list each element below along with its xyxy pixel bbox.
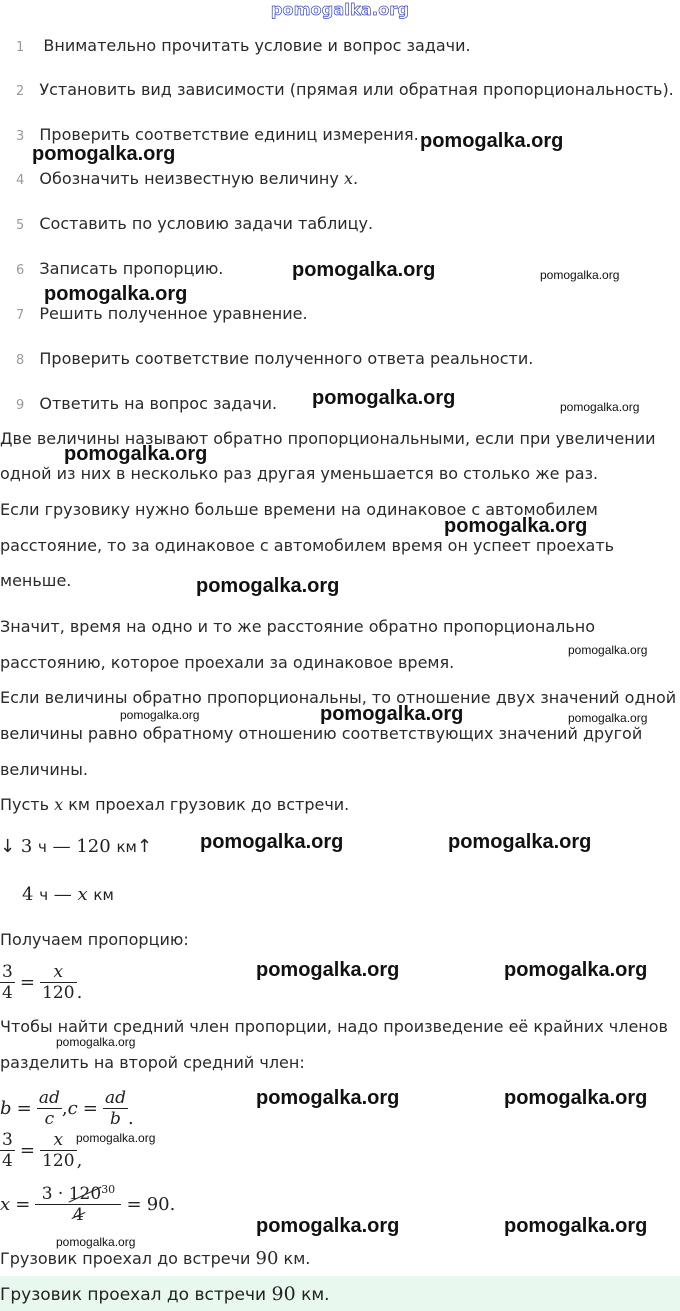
step-number: 4: [16, 173, 25, 188]
watermark: pomogalka.org: [64, 443, 208, 465]
watermark: pomogalka.org: [504, 1087, 648, 1109]
unit-label: км: [116, 838, 137, 856]
list-item: [16, 304, 308, 323]
watermark: pomogalka.org: [568, 643, 648, 657]
period: .: [169, 1194, 176, 1215]
unit-label: ч: [39, 886, 49, 904]
math-number: 3: [20, 836, 33, 857]
step-number: 5: [16, 218, 25, 233]
watermark: pomogalka.org: [44, 283, 188, 305]
math-number: 3: [41, 1184, 53, 1204]
unit-label: ч: [38, 838, 47, 856]
solution-equation: [0, 1184, 175, 1225]
watermark: pomogalka.org: [448, 831, 592, 853]
watermark: pomogalka.org: [256, 959, 400, 981]
paragraph-line: Значит, время на одно и то же расстояние обратно пропорционально: [0, 617, 596, 636]
math-number: 120: [76, 836, 111, 857]
step-text: Проверить соответствие единиц измерения.: [39, 125, 419, 144]
watermark: pomogalka.org: [56, 1035, 136, 1049]
equals-sign: =: [126, 1194, 142, 1215]
step-number: 1: [16, 40, 25, 55]
arrow-up-icon: ↑: [136, 836, 152, 857]
numerator: ad: [104, 1088, 126, 1108]
step-text: Записать пропорцию.: [39, 259, 224, 278]
list-item: [16, 80, 674, 99]
watermark: pomogalka.org: [504, 1215, 648, 1237]
period: .: [127, 1108, 134, 1129]
watermark: pomogalka.org: [196, 575, 340, 597]
math-number: 90: [271, 1283, 296, 1305]
numerator: 3: [2, 1130, 13, 1150]
watermark: pomogalka.org: [540, 268, 620, 282]
cancelled-number: 4: [73, 1205, 84, 1225]
reduced-number: 30: [101, 1183, 116, 1196]
text-fragment: Грузовик проехал до встречи: [0, 1249, 251, 1268]
paragraph-line: Получаем пропорцию:: [0, 930, 189, 949]
math-variable: x: [54, 795, 64, 814]
list-item: [16, 214, 373, 233]
list-item: [16, 36, 471, 55]
text-fragment: км.: [283, 1249, 311, 1268]
fraction: [103, 1088, 128, 1129]
step-text: Ответить на вопрос задачи.: [39, 394, 278, 413]
paragraph-line: Если грузовику нужно больше времени на одинаковое с автомобилем: [0, 500, 598, 519]
step-number: 8: [16, 353, 25, 368]
numerator: [35, 1184, 121, 1204]
math-number: 90: [146, 1194, 170, 1215]
math-number: 90: [255, 1248, 279, 1269]
watermark: pomogalka.org: [312, 387, 456, 409]
numerator: x: [53, 962, 64, 982]
equals-sign: =: [16, 1098, 32, 1119]
proportion-equation: [0, 962, 82, 1003]
unit-label: км: [93, 886, 114, 904]
step-number: 3: [16, 129, 25, 144]
dash: —: [53, 884, 72, 905]
step-period: .: [352, 169, 359, 188]
step-number: 6: [16, 263, 25, 278]
math-variable: x: [0, 1194, 11, 1215]
step-text: Проверить соответствие полученного ответа реальности.: [39, 349, 534, 368]
step-text: Внимательно прочитать условие и вопрос задачи.: [43, 36, 471, 55]
cancelled-number: 120: [68, 1184, 102, 1204]
watermark: pomogalka.org: [256, 1215, 400, 1237]
paragraph-line: Две величины называют обратно пропорциональными, если при увеличении: [0, 429, 656, 448]
paragraph-line: расстоянию, которое проехали за одинаковое время.: [0, 653, 455, 672]
fraction: [40, 962, 76, 1003]
text-fragment: Пусть: [0, 795, 50, 814]
comma: ,: [61, 1098, 68, 1119]
list-item: [16, 349, 533, 368]
fraction: [35, 1184, 121, 1225]
watermark: pomogalka.org: [560, 400, 640, 414]
fraction: [0, 1130, 15, 1171]
numerator: x: [53, 1130, 64, 1150]
list-item: [16, 394, 277, 413]
watermark: pomogalka.org: [200, 831, 344, 853]
paragraph-line: меньше.: [0, 571, 72, 590]
text-fragment: км проехал грузовик до встречи.: [68, 795, 350, 814]
paragraph-line: разделить на второй средний член:: [0, 1053, 305, 1072]
conclusion-line: [0, 1248, 310, 1269]
paragraph-line: [0, 795, 349, 814]
denominator: 120: [42, 1151, 75, 1171]
answer-text: [0, 1283, 330, 1305]
fraction: [40, 1130, 76, 1171]
text-fragment: Грузовик проехал до встречи: [0, 1285, 267, 1305]
multiply-sign: ·: [57, 1184, 64, 1204]
list-item: [16, 169, 358, 188]
watermark: pomogalka.org: [76, 1131, 156, 1145]
period: .: [76, 982, 83, 1003]
paragraph-line: величины равно обратному отношению соответствующих значений другой: [0, 724, 643, 743]
watermark: pomogalka.org: [504, 959, 648, 981]
math-variable: b: [0, 1098, 12, 1119]
watermark: pomogalka.org: [56, 1235, 136, 1249]
watermark: pomogalka.org: [420, 130, 564, 152]
step-text: Установить вид зависимости (прямая или обратная пропорциональность).: [39, 80, 674, 99]
equals-sign: =: [19, 972, 36, 993]
step-text: Обозначить неизвестную величину: [39, 169, 339, 188]
fraction: [37, 1088, 62, 1129]
fraction: [0, 962, 15, 1003]
watermark: pomogalka.org: [568, 711, 648, 725]
proportion-equation: [0, 1130, 82, 1171]
list-item: [16, 125, 419, 144]
denominator: 4: [2, 983, 13, 1003]
math-variable: x: [77, 884, 88, 905]
equals-sign: =: [82, 1098, 98, 1119]
site-logo[interactable]: pomogalka.org: [270, 0, 410, 19]
denominator: [35, 1204, 121, 1225]
equals-sign: =: [15, 1194, 31, 1215]
numerator: ad: [38, 1088, 60, 1108]
step-number: 7: [16, 308, 25, 323]
equals-sign: =: [19, 1140, 36, 1161]
math-variable: c: [67, 1098, 78, 1119]
list-item: [16, 259, 223, 278]
watermark: pomogalka.org: [256, 1087, 400, 1109]
comma: ,: [76, 1150, 83, 1171]
paragraph-line: Чтобы найти средний член пропорции, надо произведение её крайних членов: [0, 1017, 668, 1036]
denominator: 4: [2, 1151, 13, 1171]
step-variable: x: [343, 169, 353, 188]
step-number: 2: [16, 84, 25, 99]
proportion-row-1: [0, 836, 152, 857]
step-text: Решить полученное уравнение.: [39, 304, 308, 323]
proportion-row-2: [22, 884, 114, 905]
text-fragment: км.: [301, 1285, 330, 1305]
step-text: Составить по условию задачи таблицу.: [39, 214, 374, 233]
math-number: 4: [22, 884, 34, 905]
dash: —: [52, 836, 71, 857]
watermark: pomogalka.org: [292, 259, 436, 281]
denominator: b: [103, 1108, 128, 1129]
denominator: 120: [42, 983, 75, 1003]
denominator: c: [37, 1108, 62, 1129]
numerator: 3: [2, 962, 13, 982]
paragraph-line: Если величины обратно пропорциональны, то отношение двух значений одной: [0, 688, 677, 707]
rule-formula: [0, 1088, 134, 1129]
paragraph-line: расстояние, то за одинаковое с автомобилем время он успеет проехать: [0, 536, 615, 555]
arrow-down-icon: ↓: [0, 836, 16, 857]
watermark: pomogalka.org: [32, 143, 176, 165]
watermark: pomogalka.org: [120, 708, 200, 722]
watermark: pomogalka.org: [320, 703, 464, 725]
watermark: pomogalka.org: [444, 515, 588, 537]
paragraph-line: одной из них в несколько раз другая уменьшается во столько же раз.: [0, 464, 599, 483]
step-number: 9: [16, 398, 25, 413]
paragraph-line: величины.: [0, 760, 88, 779]
